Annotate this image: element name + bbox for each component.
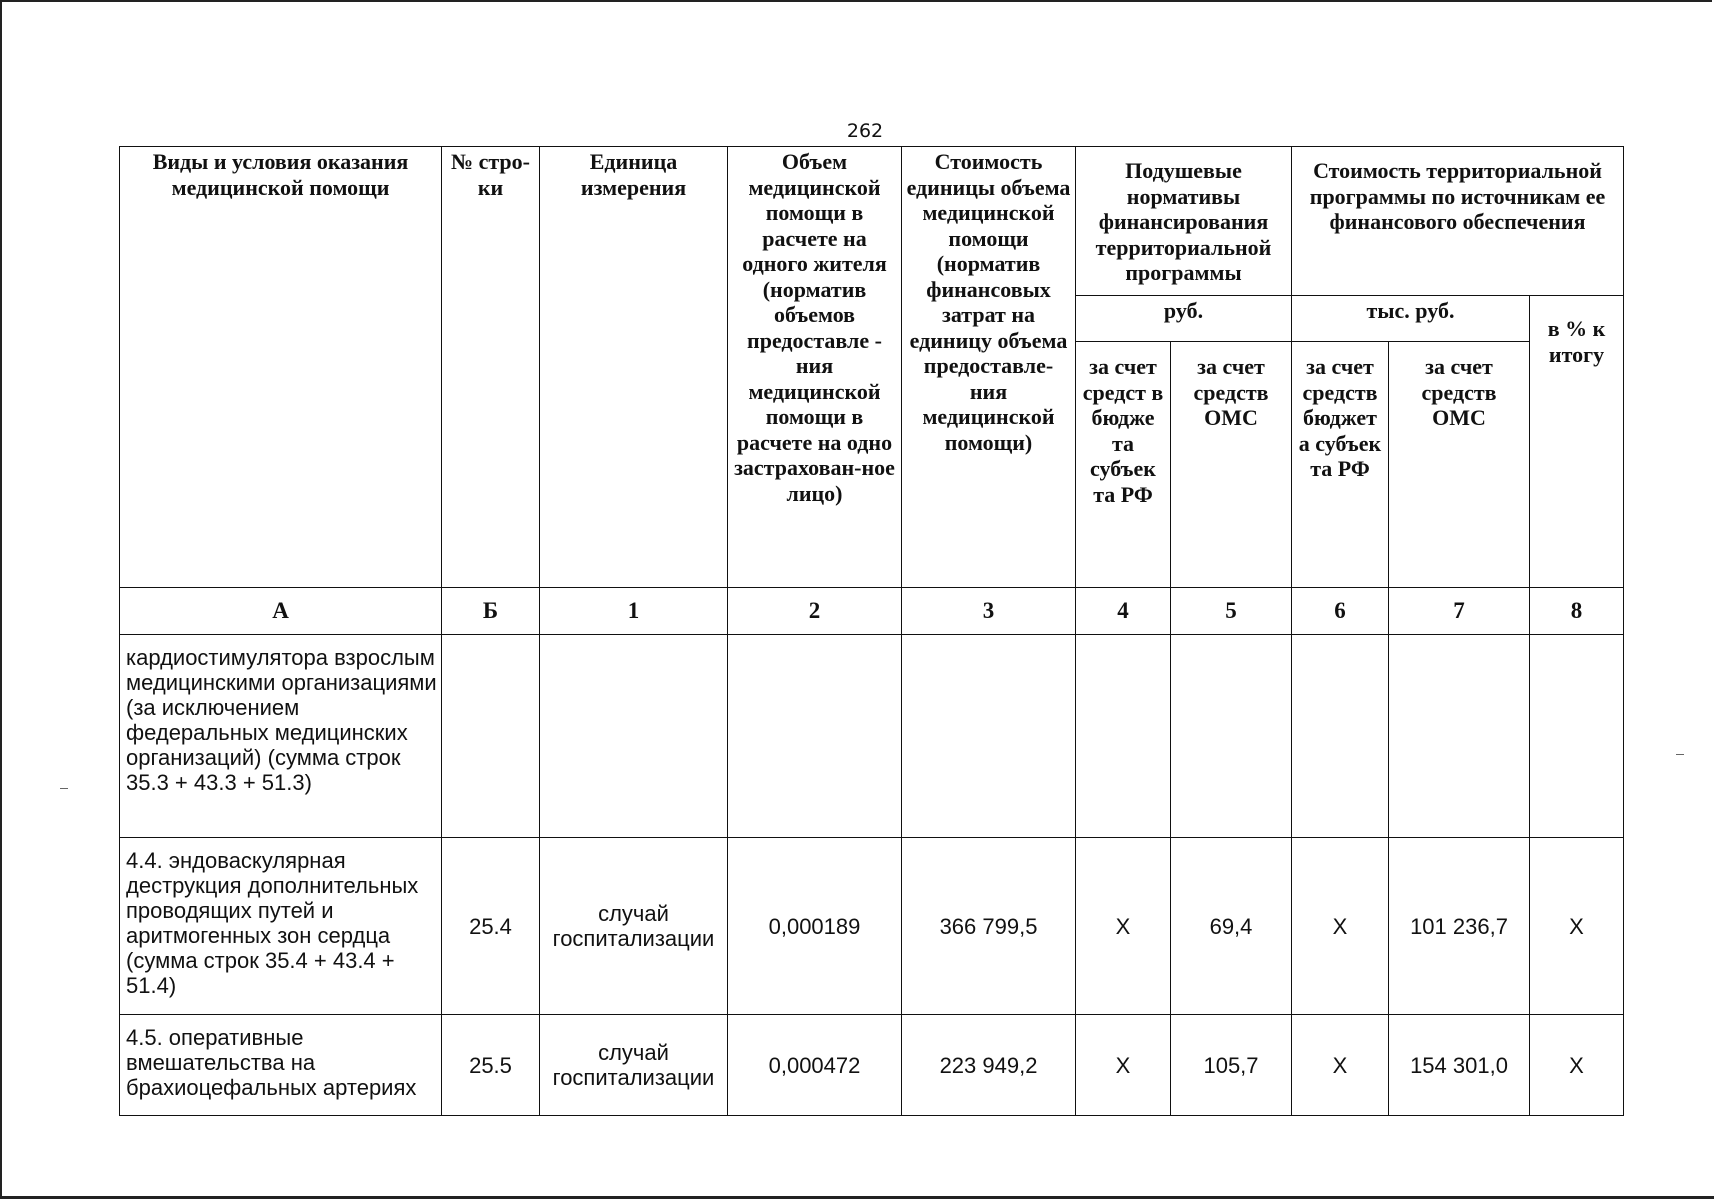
medical-care-cost-table — [119, 146, 1624, 1116]
row-volume: 0,000189 — [728, 838, 902, 1015]
index-cell: 7 — [1389, 588, 1530, 635]
row-unit-cost: 366 799,5 — [902, 838, 1076, 1015]
row-description: 4.4. эндоваскулярная деструкция дополнительных проводящих путей и аритмогенных зон сердца (сумма строк 35.4 + 43.4 + 51.4) — [120, 838, 442, 1015]
row-number: 25.4 — [442, 838, 540, 1015]
row-unit-cost — [902, 635, 1076, 838]
header-unit-thousand-rub: тыс. руб. — [1292, 296, 1530, 342]
row-unit: случай госпитализации — [540, 1015, 728, 1116]
header-volume-per-resident: Объем медицинской помощи в расчете на одного жителя (норматив объемов предоставле - ния медицинской помощи в расчете на одно застрахован-ное лицо) — [728, 147, 902, 588]
row-per-capita-budget: Х — [1076, 1015, 1171, 1116]
page-border-bottom — [0, 1196, 1714, 1199]
table-row — [120, 838, 1624, 1015]
page-border-top — [0, 0, 1712, 2]
row-cost-budget: Х — [1292, 838, 1389, 1015]
row-volume: 0,000472 — [728, 1015, 902, 1116]
header-cost-oms: за счет средств ОМС — [1389, 342, 1530, 588]
table-row — [120, 1015, 1624, 1116]
header-percent-of-total: в % к итогу — [1530, 296, 1624, 588]
page-border-left — [0, 0, 2, 1198]
row-cost-budget — [1292, 635, 1389, 838]
row-per-capita-oms: 69,4 — [1171, 838, 1292, 1015]
page-number: 262 — [846, 120, 884, 142]
row-per-capita-budget: Х — [1076, 838, 1171, 1015]
index-cell: 5 — [1171, 588, 1292, 635]
index-cell: 4 — [1076, 588, 1171, 635]
row-per-capita-oms: 105,7 — [1171, 1015, 1292, 1116]
row-unit: случай госпитализации — [540, 838, 728, 1015]
row-percent: Х — [1530, 1015, 1624, 1116]
header-cost-budget: за счет средств бюджет а субъек та РФ — [1292, 342, 1389, 588]
header-program-cost: Стоимость территориальной программы по источникам ее финансового обеспечения — [1292, 147, 1624, 296]
column-index-row — [120, 588, 1624, 635]
header-unit-cost: Стоимость единицы объема медицинской помощи (норматив финансовых затрат на единицу объема предоставле-ния медицинской помощи) — [902, 147, 1076, 588]
row-unit — [540, 635, 728, 838]
row-cost-oms: 154 301,0 — [1389, 1015, 1530, 1116]
row-unit-cost: 223 949,2 — [902, 1015, 1076, 1116]
row-cost-oms: 101 236,7 — [1389, 838, 1530, 1015]
row-cost-budget: Х — [1292, 1015, 1389, 1116]
header-unit-rub: руб. — [1076, 296, 1292, 342]
table-row — [120, 635, 1624, 838]
index-cell: 3 — [902, 588, 1076, 635]
row-percent — [1530, 635, 1624, 838]
header-unit: Единица измерения — [540, 147, 728, 588]
row-cost-oms — [1389, 635, 1530, 838]
scan-mark — [1676, 754, 1684, 755]
index-cell: А — [120, 588, 442, 635]
row-per-capita-budget — [1076, 635, 1171, 838]
header-care-types: Виды и условия оказания медицинской помощи — [120, 147, 442, 588]
row-description: 4.5. оперативные вмешательства на брахиоцефальных артериях — [120, 1015, 442, 1116]
index-cell: Б — [442, 588, 540, 635]
row-number: 25.5 — [442, 1015, 540, 1116]
header-per-capita-norms: Подушевые нормативы финансирования территориальной программы — [1076, 147, 1292, 296]
header-per-capita-budget: за счет средст в бюдже та субъек та РФ — [1076, 342, 1171, 588]
scan-mark — [60, 788, 68, 789]
row-volume — [728, 635, 902, 838]
header-row-number: № стро-ки — [442, 147, 540, 588]
row-number — [442, 635, 540, 838]
index-cell: 6 — [1292, 588, 1389, 635]
index-cell: 2 — [728, 588, 902, 635]
row-percent: Х — [1530, 838, 1624, 1015]
row-description: кардиостимулятора взрослым медицинскими организациями (за исключением федеральных медицинских организаций) (сумма строк 35.3 + 43.3 + 51.3) — [120, 635, 442, 838]
row-per-capita-oms — [1171, 635, 1292, 838]
index-cell: 1 — [540, 588, 728, 635]
header-per-capita-oms: за счет средств ОМС — [1171, 342, 1292, 588]
index-cell: 8 — [1530, 588, 1624, 635]
